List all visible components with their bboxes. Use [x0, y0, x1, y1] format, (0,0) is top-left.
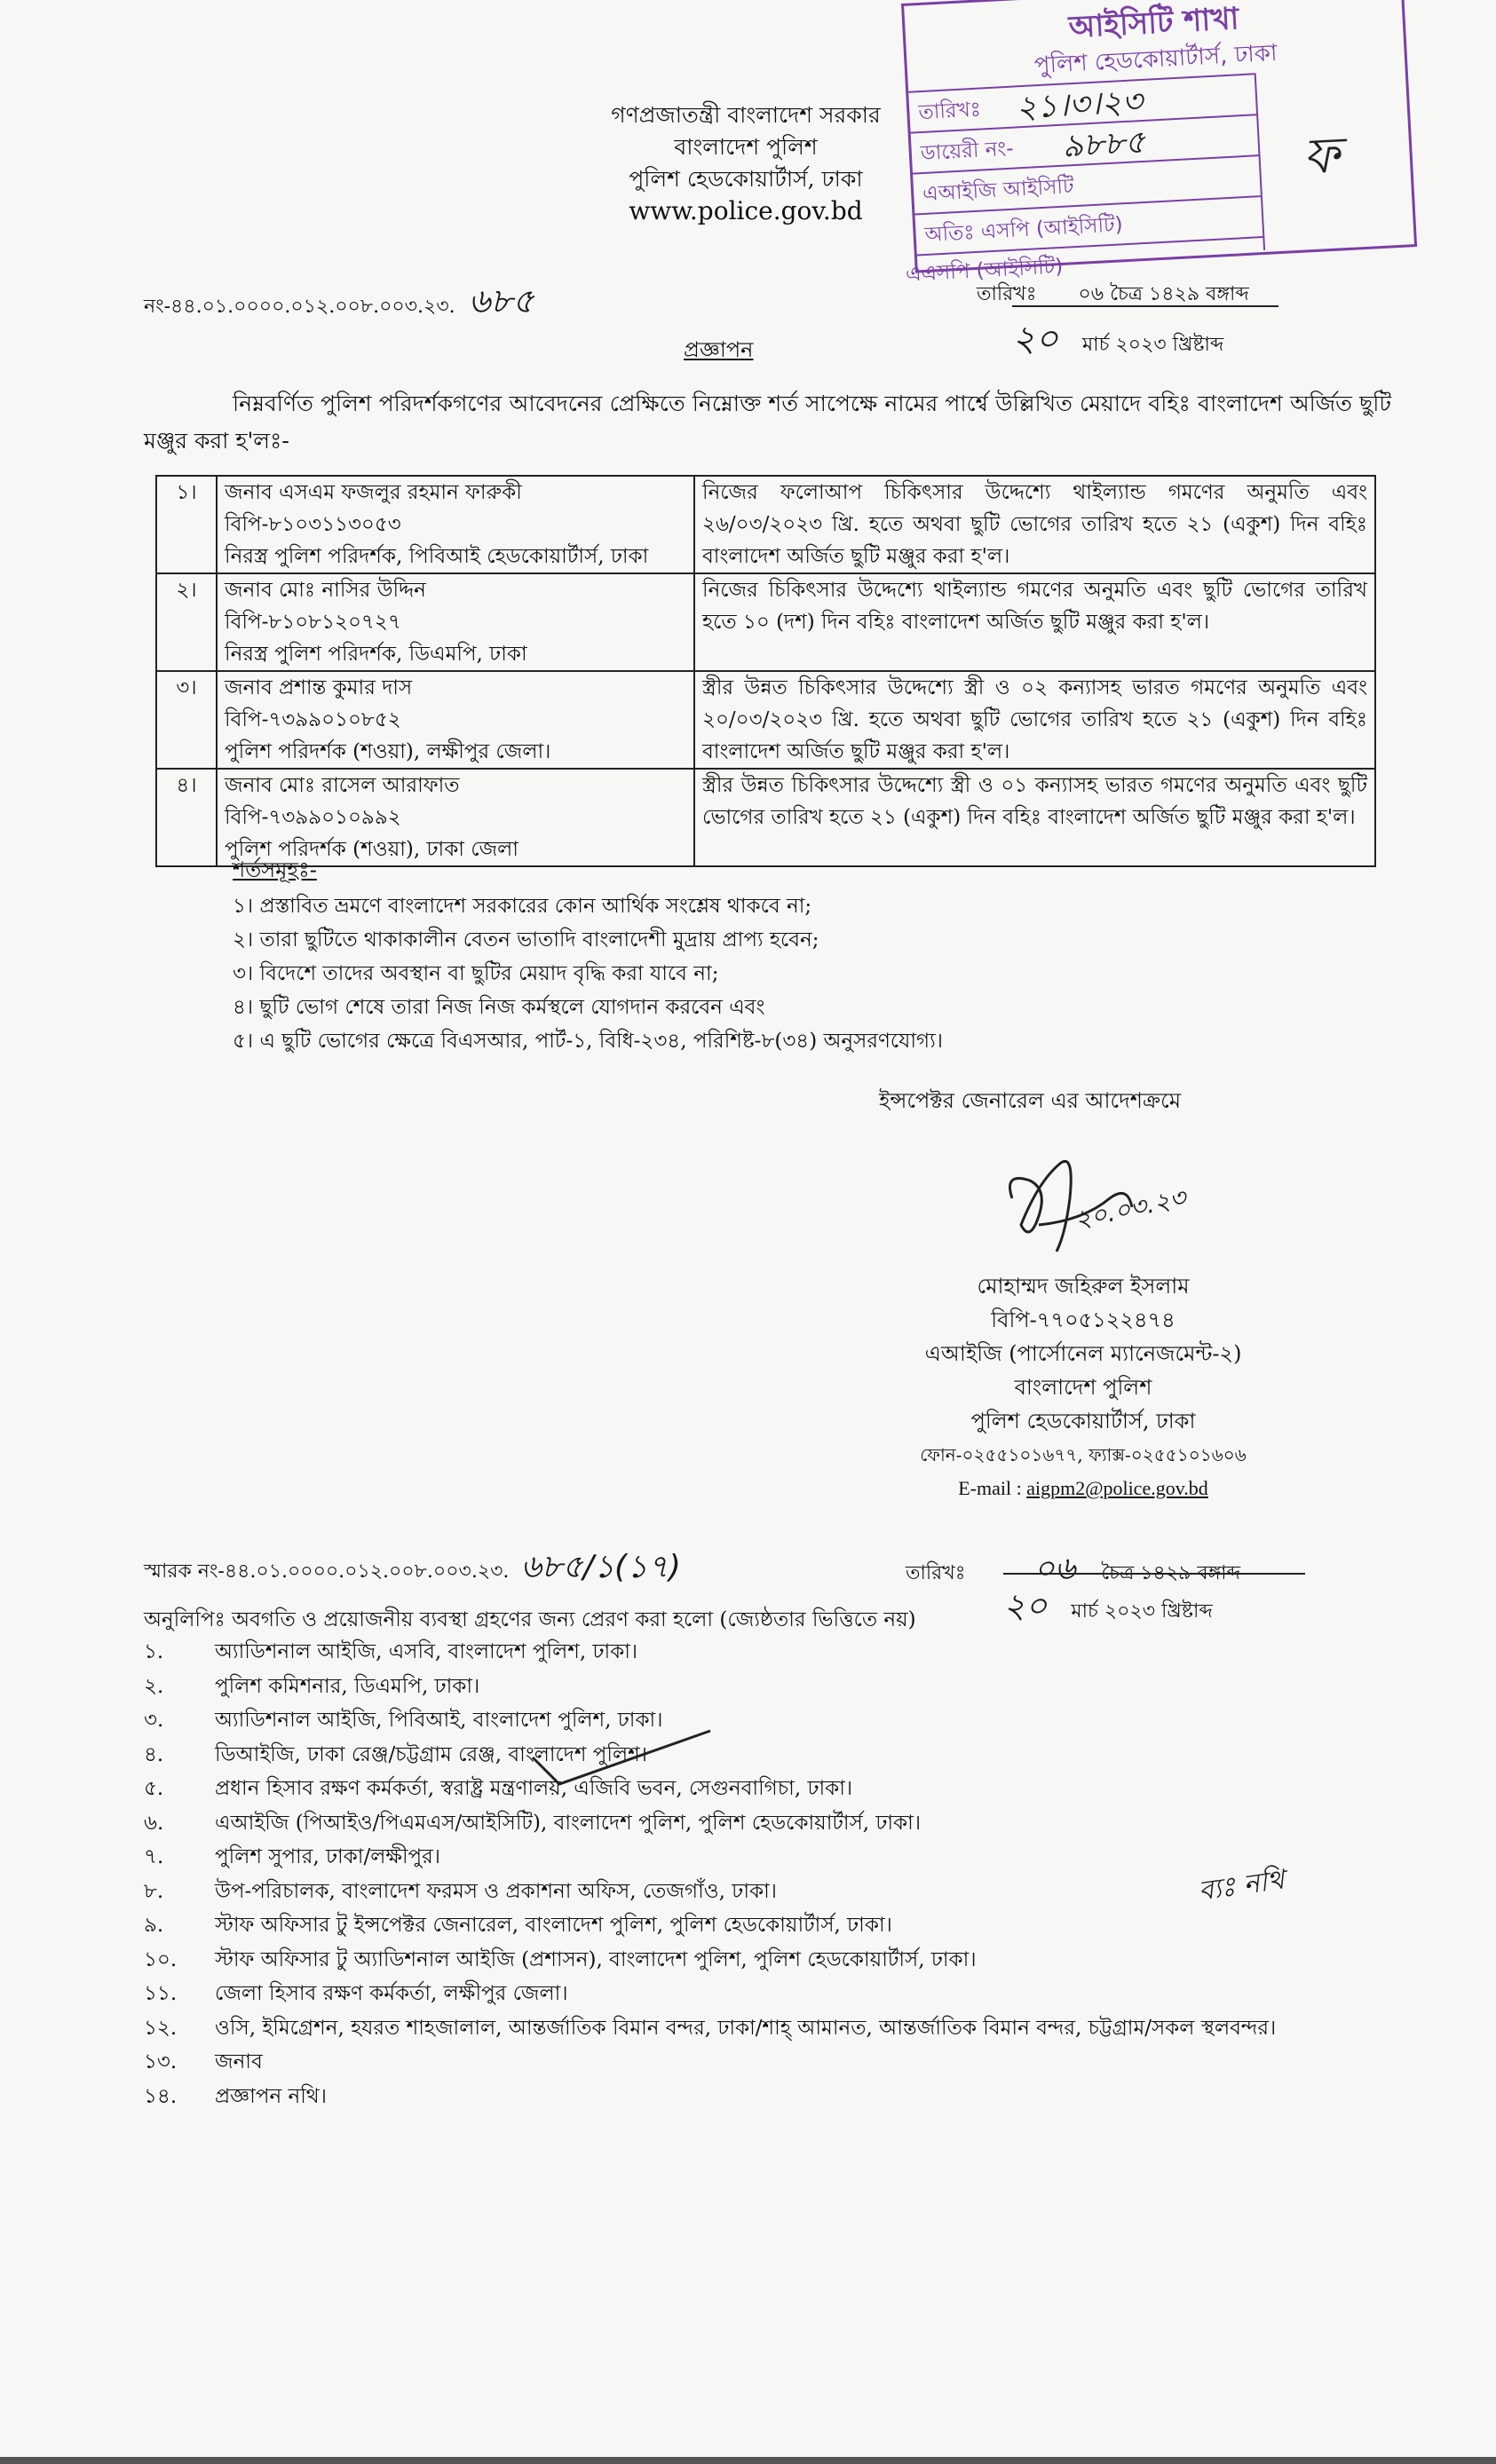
memo-number	[144, 1543, 681, 1596]
leave-description: নিজের চিকিৎসার উদ্দেশ্যে থাইল্যান্ড গমণের অনুমতি এবং ছুটি ভোগের তারিখ হতে ১০ (দশ) দিন বহিঃ বাংলাদেশ অর্জিত ছুটি মঞ্জুর করা হ'ল।	[694, 573, 1375, 671]
signatory-post: এআইজি (পার্সোনেল ম্যানেজমেন্ট-২)	[924, 1341, 1242, 1366]
officer-post: নিরস্ত্র পুলিশ পরিদর্শক, পিবিআই হেডকোয়ার্টার্স, ঢাকা	[225, 545, 649, 568]
row-number: ২।	[156, 573, 217, 671]
list-item: ৪. ডিআইজি, ঢাকা রেঞ্জ/চট্টগ্রাম রেঞ্জ, বাংলাদেশ পুলিশ।	[144, 1742, 647, 1766]
list-item: ১৪. প্রজ্ঞাপন নথি।	[144, 2084, 327, 2108]
signatory-bp: বিপি-৭৭০৫১২২৪৭৪	[991, 1307, 1175, 1332]
list-item: ১৩. জনাব	[144, 2050, 263, 2073]
table-row	[156, 476, 1375, 573]
reference-label: নং-৪৪.০১.০০০০.০১২.০০৮.০০৩.২৩.	[144, 296, 455, 318]
officer-bp: বিপি-৭৩৯৯০১০৮৫২	[225, 708, 401, 731]
notice-title: প্রজ্ঞাপন	[684, 337, 754, 362]
condition-item: ১। প্রস্তাবিত ভ্রমণে বাংলাদেশ সরকারের কোন আর্থিক সংশ্লেষ থাকবে না;	[233, 895, 812, 918]
reference-number	[144, 275, 534, 332]
scan-edge	[0, 2457, 1496, 2464]
stamp-row-aig: এআইজি আইসিটি	[913, 156, 1261, 215]
officer-name: জনাব এসএম ফজলুর রহমান ফারুকী	[225, 481, 522, 504]
signatory-org: বাংলাদেশ পুলিশ	[1014, 1375, 1152, 1400]
govt-name: গণপ্রজাতন্ত্রী বাংলাদেশ সরকার	[611, 102, 881, 128]
memo-label: স্মারক নং-৪৪.০১.০০০০.০১২.০০৮.০০৩.২৩.	[144, 1560, 510, 1583]
condition-item: ৪। ছুটি ভোগ শেষে তারা নিজ নিজ কর্মস্থলে যোগদান করবেন এবং	[233, 996, 765, 1019]
intro-paragraph: নিম্নবর্ণিত পুলিশ পরিদর্শকগণের আবেদনের প্রেক্ষিতে নিম্নোক্ত শর্ত সাপেক্ষে নামের পার্শ্বে উল্লিখিত মেয়াদে বহিঃ বাংলাদেশ অর্জিত ছুটি মঞ্জুর করা হ'লঃ-	[144, 391, 1391, 454]
stamp-row-diary: ডায়েরী নং-	[911, 115, 1259, 174]
signatory-email-line	[852, 1472, 1314, 1505]
list-item: ৯. স্টাফ অফিসার টু ইন্সপেক্টর জেনারেল, বাংলাদেশ পুলিশ, পুলিশ হেডকোয়ার্টার্স, ঢাকা।	[144, 1914, 892, 1937]
memo-handwritten: ৬৮৫/১(১৭)	[520, 1549, 681, 1585]
leave-description: নিজের ফলোআপ চিকিৎসার উদ্দেশ্যে থাইল্যান্ড গমণের অনুমতি এবং ২৬/০৩/২০২৩ খ্রি. হতে অথবা ছুটি ভোগের তারিখ হতে ২১ (একুশ) দিন বহিঃ বাংলাদেশ অর্জিত ছুটি মঞ্জুর করা হ'ল।	[694, 476, 1375, 573]
row-number: ১।	[156, 476, 217, 573]
stamp-row-asp: এএসপি (আইসিটি)	[905, 255, 1064, 287]
order-line: ইন্সপেক্টর জেনারেল এর আদেশক্রমে	[879, 1088, 1182, 1113]
officer-name: জনাব মোঃ নাসির উদ্দিন	[225, 579, 426, 602]
reference-handwritten: ৬৮৫	[468, 281, 534, 320]
officer-name: জনাব মোঃ রাসেল আরাফাত	[225, 774, 460, 797]
list-item: ৩. অ্যাডিশনাল আইজি, পিবিআই, বাংলাদেশ পুলিশ, ঢাকা।	[144, 1709, 663, 1732]
list-item: ১. অ্যাডিশনাল আইজি, এসবি, বাংলাদেশ পুলিশ, ঢাকা।	[144, 1640, 638, 1663]
conditions-title: শর্তসমূহঃ-	[233, 857, 317, 882]
table-row	[156, 671, 1375, 769]
signature-block	[852, 1269, 1314, 1505]
officer-cell	[217, 573, 694, 671]
condition-item: ৫। এ ছুটি ভোগের ক্ষেত্রে বিএসআর, পার্ট-১, বিধি-২৩৪, পরিশিষ্ট-৮(৩৪) অনুসরণযোগ্য।	[233, 1030, 944, 1053]
date-label: তারিখঃ	[906, 1562, 966, 1584]
officer-post: পুলিশ পরিদর্শক (শওয়া), লক্ষীপুর জেলা।	[225, 740, 551, 763]
conditions-list	[233, 889, 943, 1058]
bangla-date: ০৬ চৈত্র ১৪২৯ বঙ্গাব্দ	[1078, 283, 1249, 305]
signatory-office: পুলিশ হেডকোয়ার্টার্স, ঢাকা	[970, 1409, 1196, 1433]
officer-bp: বিপি-৮১০৮১২০৭২৭	[225, 611, 401, 634]
row-number: ৪।	[156, 769, 217, 866]
officer-bp: বিপি-৭৩৯৯০১০৯৯২	[225, 806, 401, 829]
website: www.police.gov.bd	[629, 196, 863, 225]
english-date: মার্চ ২০২৩ খ্রিষ্টাব্দ	[1082, 334, 1224, 356]
row-number: ৩।	[156, 671, 217, 769]
list-item: ১১. জেলা হিসাব রক্ষণ কর্মকর্তা, লক্ষীপুর জেলা।	[144, 1982, 568, 2005]
officer-bp: বিপি-৮১০৩১১৩০৫৩	[225, 513, 401, 536]
officer-cell	[217, 671, 694, 769]
english-date: মার্চ ২০২৩ খ্রিষ্টাব্দ	[1071, 1600, 1213, 1623]
stamp-diary-handwritten: ৯৮৮৫	[1061, 123, 1147, 165]
cc-list	[144, 1635, 1276, 2113]
table-row	[156, 573, 1375, 671]
stamp-row-addl-sp: অতিঃ এসপি (আইসিটি)	[915, 197, 1263, 256]
officer-cell	[217, 476, 694, 573]
signatory-name: মোহাম্মদ জহিরুল ইসলাম	[977, 1274, 1190, 1299]
stamp-initial-handwritten: ফ	[1301, 126, 1342, 186]
checkmark-annotation	[524, 1722, 719, 1793]
leave-table	[155, 475, 1376, 867]
email-link[interactable]: aigpm2@police.gov.bd	[1026, 1477, 1208, 1499]
officer-post: পুলিশ পরিদর্শক (শওয়া), ঢাকা জেলা	[225, 838, 518, 861]
list-item: ৫. প্রধান হিসাব রক্ষণ কর্মকর্তা, স্বরাষ্ট্র মন্ত্রণালয়, এজিবি ভবন, সেগুনবাগিচা, ঢাকা।	[144, 1777, 853, 1800]
list-item: ৮. উপ-পরিচালক, বাংলাদেশ ফরমস ও প্রকাশনা অফিস, তেজগাঁও, ঢাকা।	[144, 1879, 777, 1903]
list-item: ২. পুলিশ কমিশনার, ডিএমপি, ঢাকা।	[144, 1674, 480, 1698]
officer-post: নিরস্ত্র পুলিশ পরিদর্শক, ডিএমপি, ঢাকা	[225, 643, 527, 666]
bangla-date: চৈত্র ১৪২৯ বঙ্গাব্দ	[1101, 1562, 1241, 1584]
list-item: ১০. স্টাফ অফিসার টু অ্যাডিশনাল আইজি (প্রশাসন), বাংলাদেশ পুলিশ, পুলিশ হেডকোয়ার্টার্স, ঢাকা।	[144, 1947, 977, 1971]
stamp-title: আইসিটি শাখা	[1067, 1, 1240, 46]
stamp-row-date: তারিখঃ	[908, 75, 1256, 133]
list-item: ৬. এআইজি (পিআইও/পিএমএস/আইসিটি), বাংলাদেশ পুলিশ, পুলিশ হেডকোয়ার্টার্স, ঢাকা।	[144, 1811, 922, 1835]
stamp-date-handwritten: ২১।৩।২৩	[1015, 83, 1144, 127]
email-label: E-mail :	[958, 1477, 1027, 1499]
stamp-subtitle: পুলিশ হেডকোয়ার্টার্স, ঢাকা	[1033, 39, 1278, 80]
hq-name: পুলিশ হেডকোয়ার্টার্স, ঢাকা	[629, 166, 863, 192]
list-item: ৭. পুলিশ সুপার, ঢাকা/লক্ষীপুর।	[144, 1845, 441, 1868]
day-handwritten: ০৬	[1033, 1551, 1076, 1587]
leave-description: স্ত্রীর উন্নত চিকিৎসার উদ্দেশ্যে স্ত্রী ও ০১ কন্যাসহ ভারত গমণের অনুমতি এবং ছুটি ভোগের তারিখ হতে ২১ (একুশ) দিন বহিঃ বাংলাদেশ অর্জিত ছুটি মঞ্জুর করা হ'ল।	[694, 769, 1375, 866]
signature-date-handwritten: ২০.০৩.২৩	[1072, 1182, 1189, 1235]
date-top-english	[1012, 305, 1278, 370]
officer-cell	[217, 769, 694, 866]
day-handwritten: ২০	[1003, 1586, 1048, 1625]
police-name: বাংলাদেশ পুলিশ	[674, 134, 818, 160]
leave-description: স্ত্রীর উন্নত চিকিৎসার উদ্দেশ্যে স্ত্রী ও ০২ কন্যাসহ ভারত গমণের অনুমতি এবং ২০/০৩/২০২৩ খ্রি. হতে অথবা ছুটি ভোগের তারিখ হতে ২১ (একুশ) দিন বহিঃ বাংলাদেশ অর্জিত ছুটি মঞ্জুর করা হ'ল।	[694, 671, 1375, 769]
margin-note-handwritten: ব্যঃ নথি	[1196, 1864, 1286, 1907]
date-label: তারিখঃ	[977, 283, 1037, 305]
condition-item: ৩। বিদেশে তাদের অবস্থান বা ছুটির মেয়াদ বৃদ্ধি করা যাবে না;	[233, 962, 719, 985]
date-bottom-english	[1003, 1573, 1305, 1637]
condition-item: ২। তারা ছুটিতে থাকাকালীন বেতন ভাতাদি বাংলাদেশী মুদ্রায় প্রাপ্য হবেন;	[233, 928, 819, 952]
signatory-phone: ফোন-০২৫৫১০১৬৭৭, ফ্যাক্স-০২৫৫১০১৬০৬	[920, 1444, 1247, 1465]
list-item: ১২. ওসি, ইমিগ্রেশন, হযরত শাহজালাল, আন্তর্জাতিক বিমান বন্দর, ঢাকা/শাহ্ আমানত, আন্তর্জাতিক বিমান বন্দর, চট্টগ্রাম/সকল স্থলবন্দর।	[144, 2016, 1277, 2040]
table-row	[156, 769, 1375, 866]
cc-title: অনুলিপিঃ অবগতি ও প্রয়োজনীয় ব্যবস্থা গ্রহণের জন্য প্রেরণ করা হলো (জ্যেষ্ঠতার ভিত্তিতে নয়)	[144, 1608, 916, 1631]
day-handwritten: ২০	[1012, 319, 1059, 359]
letterhead	[497, 99, 994, 227]
officer-name: জনাব প্রশান্ত কুমার দাস	[225, 676, 413, 699]
